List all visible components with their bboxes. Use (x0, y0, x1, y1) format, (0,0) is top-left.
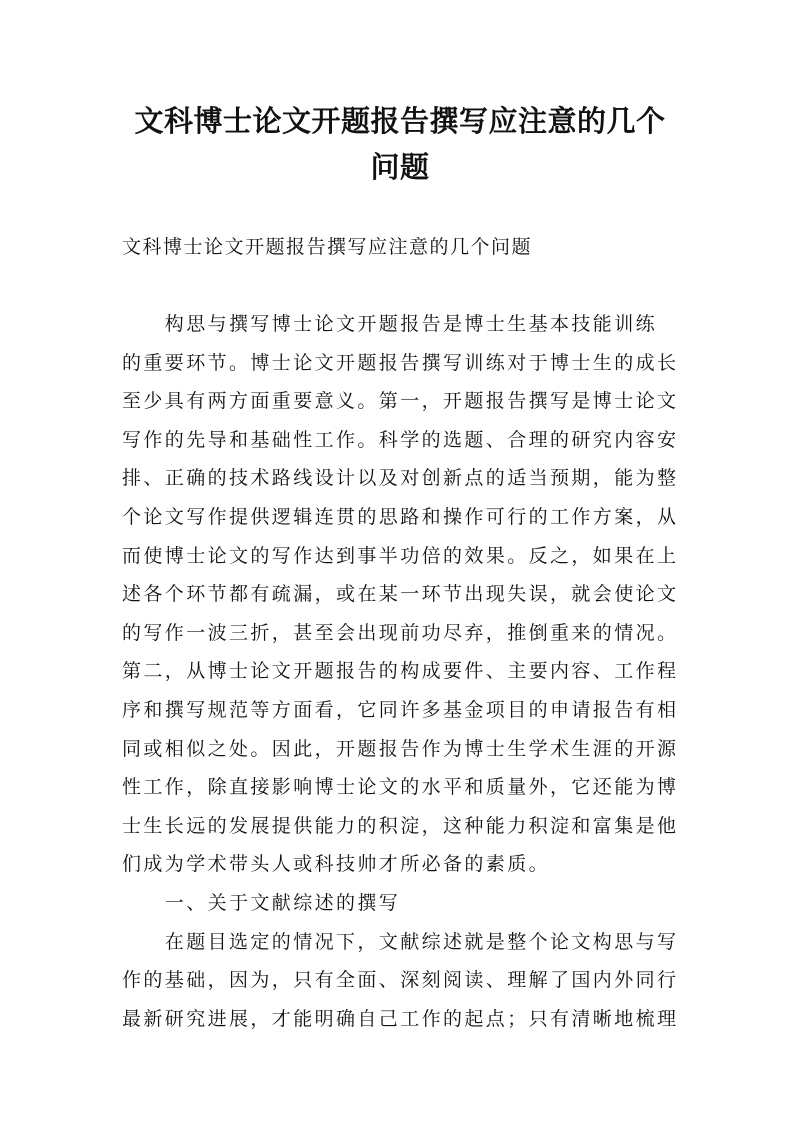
body-line: 的写作一波三折，甚至会出现前功尽弃，推倒重来的情况。 (122, 621, 679, 644)
body-line: 写作的先导和基础性工作。科学的选题、合理的研究内容安 (122, 428, 679, 451)
body-line: 述各个环节都有疏漏，或在某一环节出现失误，就会使论文 (122, 583, 679, 606)
body-line: 最新研究进展，才能明确自己工作的起点；只有清晰地梳理 (122, 1007, 679, 1030)
body-line: 排、正确的技术路线设计以及对创新点的适当预期，能为整 (122, 467, 679, 490)
body-line: 们成为学术带头人或科技帅才所必备的素质。 (122, 853, 551, 876)
document-body (122, 305, 682, 1038)
body-line: 在题目选定的情况下，文献综述就是整个论文构思与写 (122, 930, 679, 953)
body-line: 构思与撰写博士论文开题报告是博士生基本技能训练 (122, 313, 658, 335)
body-line: 至少具有两方面重要意义。第一，开题报告撰写是博士论文 (122, 390, 679, 413)
title-line: 问题 (370, 150, 430, 184)
body-line: 第二，从博士论文开题报告的构成要件、主要内容、工作程 (122, 660, 679, 683)
body-line: 同或相似之处。因此，开题报告作为博士生学术生涯的开源 (122, 737, 679, 760)
document-subtitle: 文科博士论文开题报告撰写应注意的几个问题 (122, 236, 533, 258)
title-line: 文科博士论文开题报告撰写应注意的几个 (134, 104, 666, 138)
body-line: 序和撰写规范等方面看，它同许多基金项目的申请报告有相 (122, 698, 679, 721)
body-line: 性工作，除直接影响博士论文的水平和质量外，它还能为博 (122, 776, 679, 799)
section-heading: 一、关于文献综述的撰写 (122, 891, 401, 914)
document-title (100, 98, 700, 190)
body-line: 的重要环节。博士论文开题报告撰写训练对于博士生的成长 (122, 351, 679, 374)
body-line: 个论文写作提供逻辑连贯的思路和操作可行的工作方案，从 (122, 505, 679, 528)
body-line: 而使博士论文的写作达到事半功倍的效果。反之，如果在上 (122, 544, 679, 567)
body-line: 士生长远的发展提供能力的积淀，这种能力积淀和富集是他 (122, 814, 679, 837)
body-line: 作的基础，因为，只有全面、深刻阅读、理解了国内外同行 (122, 969, 679, 992)
